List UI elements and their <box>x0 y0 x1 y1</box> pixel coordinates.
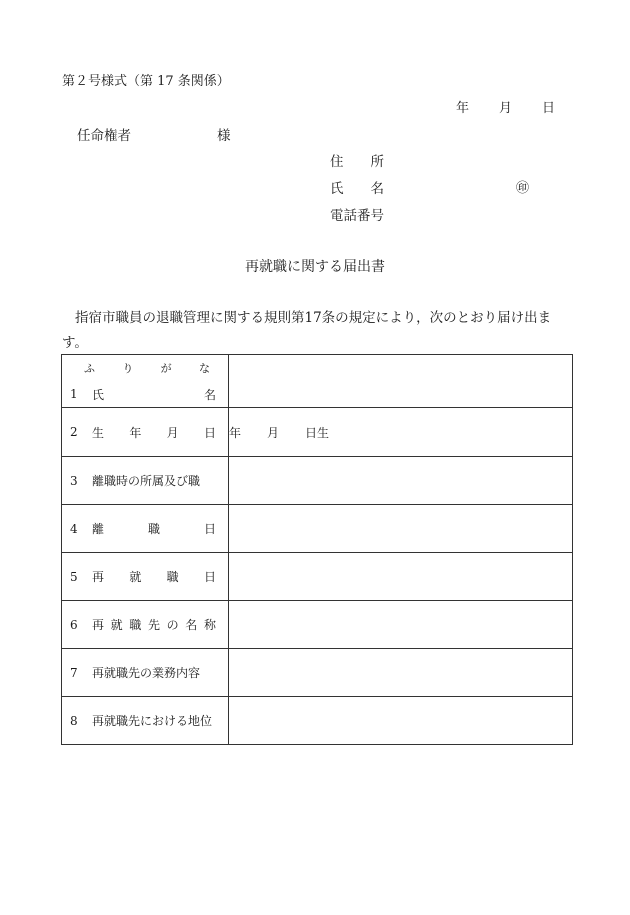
row-label-part: 氏 <box>92 387 105 402</box>
row-label <box>62 568 228 585</box>
row-1-label-cell <box>62 355 229 408</box>
row-label-part: 離職時の所属及び職 <box>92 474 201 488</box>
body-text: 指宿市職員の退職管理に関する規則第17条の規定により，次のとおり届け出ます。 <box>62 310 552 351</box>
phone-label: 電話番号 <box>330 208 384 224</box>
row-number: 5 <box>70 569 78 584</box>
table-row <box>62 553 573 601</box>
row-2-label-cell <box>62 408 229 457</box>
row-6-label-cell <box>62 601 229 649</box>
notification-table <box>61 354 573 745</box>
date-year-label: 年 <box>456 101 470 116</box>
name-value-cell[interactable] <box>229 355 573 408</box>
table-row <box>62 697 573 745</box>
row-label <box>62 472 228 489</box>
furigana-char: な <box>198 362 210 375</box>
row-number: 1 <box>70 387 78 401</box>
name-label: 氏 名 <box>330 181 384 197</box>
row-label <box>62 664 228 681</box>
row-label-part: 生 <box>92 425 105 440</box>
row-number: 2 <box>70 425 78 439</box>
row-8-label-cell <box>62 697 229 745</box>
furigana-char: ふ <box>84 362 95 375</box>
date-line <box>456 97 555 116</box>
business-content-value-cell[interactable] <box>229 649 573 697</box>
address-label: 住 所 <box>330 154 384 170</box>
row-label-part: 称 <box>203 618 216 632</box>
row-label-part: 職 <box>129 618 142 632</box>
row-label <box>62 520 228 537</box>
date-month-label: 月 <box>499 101 513 116</box>
birth-month-label: 月 <box>267 425 280 440</box>
furigana-char: り <box>122 362 134 375</box>
row-label <box>62 712 228 729</box>
row-label-part: 年 <box>129 425 142 440</box>
date-day-label: 日 <box>542 101 556 116</box>
table-row <box>62 457 573 505</box>
row-label-part: 再就職先における地位 <box>92 714 213 728</box>
row-4-label-cell <box>62 505 229 553</box>
row-label-part: 離 <box>92 522 105 536</box>
table-row <box>62 355 573 408</box>
row-label <box>62 424 228 441</box>
row-label-part: 月 <box>166 425 179 440</box>
row-5-label-cell <box>62 553 229 601</box>
row-label-part: 就 <box>110 618 123 632</box>
row-3-label-cell <box>62 457 229 505</box>
appointer-label: 任命権者 <box>77 128 131 144</box>
separation-date-value-cell[interactable] <box>229 505 573 553</box>
row-label-part: 職 <box>166 570 179 584</box>
row-label-part: 先 <box>147 618 160 632</box>
table-row <box>62 601 573 649</box>
reemployment-date-value-cell[interactable] <box>229 553 573 601</box>
row-label-part: の <box>166 618 179 632</box>
appointer-suffix: 様 <box>217 128 231 144</box>
row-number: 3 <box>70 473 78 488</box>
employer-name-value-cell[interactable] <box>229 601 573 649</box>
row-label-part: 就 <box>129 570 142 584</box>
row-label-part: 名 <box>203 387 216 402</box>
row-label-part: 日 <box>203 570 216 584</box>
row-label <box>62 381 228 407</box>
appointer-line <box>77 124 231 144</box>
row-label-part: 再就職先の業務内容 <box>92 666 201 680</box>
table-row <box>62 649 573 697</box>
row-label-part: 職 <box>147 522 160 536</box>
furigana-char: が <box>160 362 172 375</box>
row-label-part: 再 <box>92 618 105 632</box>
birth-year-label: 年 <box>229 425 242 440</box>
row-label-part: 再 <box>92 570 105 584</box>
furigana-label <box>62 355 228 381</box>
row-number: 6 <box>70 617 78 632</box>
birth-day-label: 日生 <box>305 425 330 440</box>
document-title: 再就職に関する届出書 <box>245 259 385 275</box>
row-7-label-cell <box>62 649 229 697</box>
row-number: 8 <box>70 713 78 728</box>
row-label-part: 日 <box>203 425 216 440</box>
row-number: 7 <box>70 665 78 680</box>
birthdate-value-cell[interactable] <box>229 408 573 457</box>
row-number: 4 <box>70 521 78 536</box>
row-label-part: 日 <box>203 522 216 536</box>
table-row <box>62 505 573 553</box>
position-at-employer-value-cell[interactable] <box>229 697 573 745</box>
row-label <box>62 616 228 633</box>
former-position-value-cell[interactable] <box>229 457 573 505</box>
form-number: 第２号様式（第 17 条関係） <box>62 74 230 89</box>
table-row <box>62 408 573 457</box>
seal-mark: ㊞ <box>516 181 530 196</box>
row-label-part: 名 <box>185 618 198 632</box>
